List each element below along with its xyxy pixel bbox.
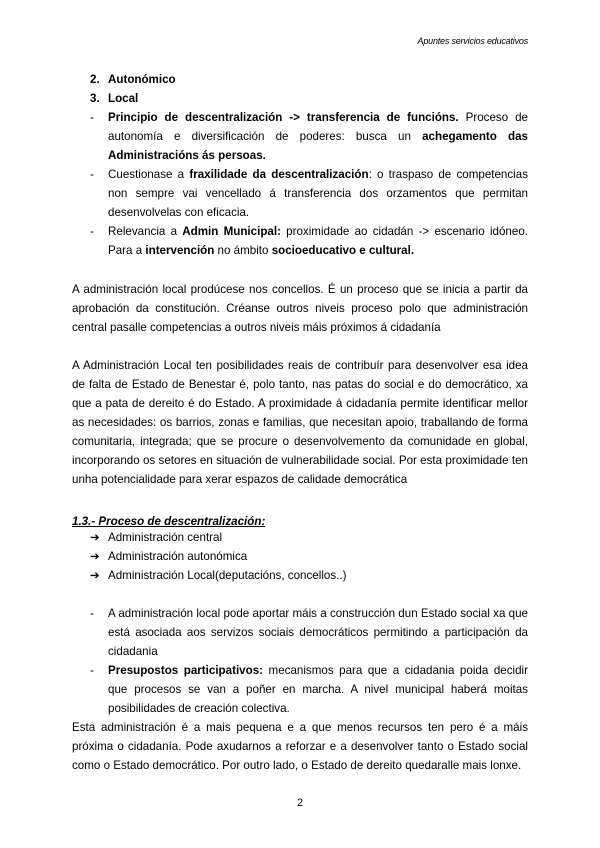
numbered-item	[90, 89, 176, 108]
text: proximidade ao cidadán -> escenario idóneo. Para a	[108, 225, 528, 257]
list-item	[90, 108, 528, 165]
dash-bullet: -	[90, 664, 94, 677]
list-item	[90, 222, 528, 260]
text: A administración local pode aportar máis a construcción dun Estado social xa que está asociada aos servizos sociais democráticos permitindo a participación da cidadania	[108, 607, 528, 658]
section-title: 1.3.- Proceso de descentralización:	[72, 515, 266, 528]
dash-bullet: -	[90, 111, 94, 124]
bold-text: Principio de descentralización -> transferencia de funcións.	[108, 111, 459, 124]
item-label: Administración autonómica	[108, 550, 248, 563]
dash-bullet: -	[90, 168, 94, 181]
page-number: 2	[296, 797, 304, 809]
bold-text: achegamento das Administracións ás persoas.	[108, 130, 528, 162]
list-item	[90, 547, 346, 566]
text: no ámbito	[214, 244, 272, 257]
list-item	[90, 604, 528, 661]
list-item	[90, 528, 346, 547]
text: : o traspaso de competencias non sempre vai vencellado á transferencia dos orzamentos que permitan desenvolvelas con eficacia.	[108, 168, 528, 219]
arrow-icon: ➔	[90, 550, 100, 563]
numbered-list	[90, 70, 176, 108]
paragraph: Esta administración é a mais pequena e a que menos recursos ten pero é a máis próxima o cidadanía. Pode axudarnos a reforzar e a desenvolver tanto o Estado social como o Estado democrático. Por outro lado, o Estado de dereito quedaralle mais lonxe.	[72, 721, 528, 772]
dash-list-principles	[90, 108, 528, 260]
numbered-item	[90, 70, 176, 89]
text: Relevancia a	[108, 225, 183, 238]
text: Cuestionase a	[108, 168, 190, 181]
bold-text: Presupostos participativos:	[108, 664, 264, 677]
list-item	[90, 661, 528, 718]
item-number: 3.	[90, 92, 100, 105]
arrow-icon: ➔	[90, 569, 100, 582]
item-label: Administración Local(deputacións, concellos..)	[108, 569, 347, 582]
paragraph: A Administración Local ten posibilidades reais de contribuír para desenvolver esa idea de falta de Estado de Benestar é, polo tanto, nas patas do social e do democrático, xa que a pata de dereito é do Estado. A proximidade á cidadanía permite identificar mellor as necesidades: os barrios, zonas e familias, que necesitan apoio, traballando de forma comunitaria, integrada; que se procure o desenvolvemento da comunidade en global, incorporando os setores en situación de vulnerabilidade social. Por esta proximidade ten unha potencialidade para xerar espazos de calidade democrática	[72, 359, 528, 486]
dash-bullet: -	[90, 225, 94, 238]
bold-text: socioeducativo e cultural.	[271, 244, 415, 257]
dash-bullet: -	[90, 607, 94, 620]
item-label: Autonómico	[108, 73, 176, 86]
item-label: Administración central	[108, 531, 223, 544]
list-item	[90, 165, 528, 222]
bold-text: Admin Municipal:	[182, 225, 281, 238]
arrow-list	[90, 528, 346, 585]
bold-text: fraxilidade da descentralización	[189, 168, 369, 181]
item-number: 2.	[90, 73, 100, 86]
paragraph: A administración local prodúcese nos concellos. É un proceso que se inicia a partir da aprobación da constitución. Créanse outros niveis proceso polo que administración central pasalle competencias a outros niveis máis próximos á cidadanía	[72, 283, 528, 334]
item-label: Local	[108, 92, 139, 105]
text: Proceso de autonomía e diversificación de poderes: busca un	[108, 111, 528, 143]
bold-text: intervención	[145, 244, 215, 257]
list-item	[90, 566, 346, 585]
running-header: Apuntes servicios educativos	[417, 36, 528, 46]
arrow-icon: ➔	[90, 531, 100, 544]
text: mecanismos para que a cidadania poida decidir que procesos se van a poñer en marcha. A nivel municipal haberá moitas posibilidades de creación colectiva.	[108, 664, 528, 715]
dash-list-local	[90, 604, 528, 718]
